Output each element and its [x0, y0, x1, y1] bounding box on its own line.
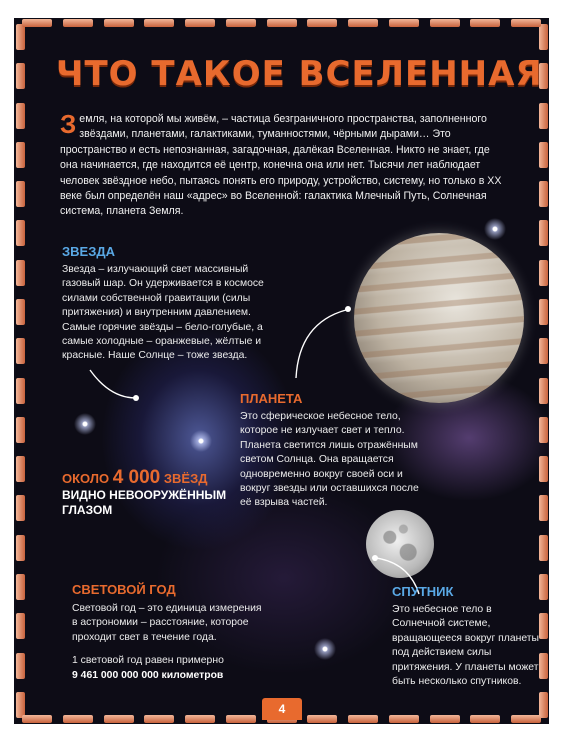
- stars-count: [62, 467, 207, 489]
- star-text: Звезда – излучающий свет массивный газовый шар. Он удерживается в космосе силами собственной гравитации (силы притяжения) и внутренним давлением. Самые горячие звёзды – бело-голубые, а самые холодные – оранжевые, жёлтые и красные. Наше Солнце – тоже звезда.: [62, 264, 264, 362]
- satellite-text: Это небесное тело в Солнечной системе, вращающееся вокруг планеты под действием силы притяжения. У планеты может быть несколько спутников.: [392, 604, 540, 688]
- intro-text: емля, на которой мы живём, – частица безграничного пространства, заполненного звёздами, планетами, галактиками, туманностями, чёрными дырами… Это пространство и есть непознанная, загадочная, далёкая Вселенная. Никто не знает, где она начинается, где находится её центр, конечна она или нет. Тысячи лет наблюдает человек звёздное небо, пытаясь понять его природу, устройство, систему, но только в XX веке был определён наш «адрес» во Вселенной: галактика Млечный Путь, Солнечная система, планета Земля.: [60, 113, 502, 218]
- stars-count-caption: ВИДНО НЕВООРУЖЁННЫМ ГЛАЗОМ: [62, 488, 227, 517]
- light-year-value: 9 461 000 000 000 километров: [72, 670, 224, 681]
- stars-count-number: 4 000: [112, 467, 161, 488]
- satellite-heading: СПУТНИК: [392, 584, 454, 599]
- light-year-text: Световой год – это единица измерения в астрономии – расстояние, которое проходит свет в течение года.: [72, 603, 262, 643]
- page-number: 4: [262, 698, 302, 720]
- light-year-heading: СВЕТОВОЙ ГОД: [72, 582, 176, 597]
- star-heading: ЗВЕЗДА: [62, 244, 115, 259]
- intro-paragraph: [60, 109, 505, 220]
- stars-count-prefix: ОКОЛО: [62, 471, 113, 486]
- page-title: ЧТО ТАКОЕ ВСЕЛЕННАЯ: [56, 54, 543, 94]
- stars-count-suffix: ЗВЁЗД: [160, 471, 208, 486]
- planet-text: Это сферическое небесное тело, которое не излучает свет и тепло. Планета светится лишь отражённым светом Солнца. Она вращается одновременно вокруг своей оси и вокруг звезды или оставшихся после её взрыва частей.: [240, 411, 419, 509]
- light-year-equals: 1 световой год равен примерно: [72, 655, 224, 666]
- planet-heading: ПЛАНЕТА: [240, 391, 303, 406]
- drop-cap: З: [60, 109, 77, 139]
- book-page: [14, 18, 549, 724]
